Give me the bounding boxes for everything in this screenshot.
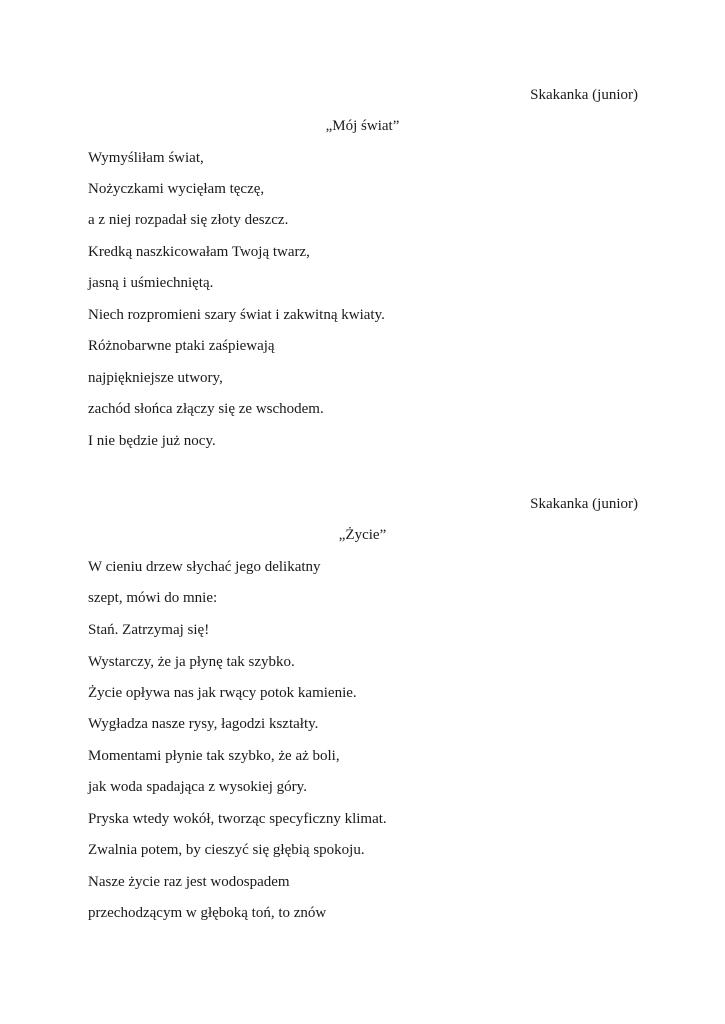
poem-1-line: a z niej rozpadał się złoty deszcz. xyxy=(88,212,289,228)
poem-2-line: Pryska wtedy wokół, tworząc specyficzny klimat. xyxy=(88,811,387,827)
poem-1-line: najpiękniejsze utwory, xyxy=(88,370,223,386)
poem-1-line: Kredką naszkicowałam Twoją twarz, xyxy=(88,244,310,260)
poem-1-line: Nożyczkami wycięłam tęczę, xyxy=(88,181,265,197)
poem-2-line: przechodzącym w głęboką toń, to znów xyxy=(88,905,327,921)
poem-2-line: Stań. Zatrzymaj się! xyxy=(88,622,210,638)
poem-2-line: Momentami płynie tak szybko, że aż boli, xyxy=(88,748,340,764)
poem-2-line: Wygładza nasze rysy, łagodzi kształty. xyxy=(88,716,319,732)
poem-1-line: I nie będzie już nocy. xyxy=(88,433,216,449)
poem-2-line: szept, mówi do mnie: xyxy=(88,590,218,606)
poem-1-title: „Mój świat” xyxy=(325,118,400,134)
poem-1-line: zachód słońca złączy się ze wschodem. xyxy=(88,401,324,417)
poem-2-line: W cieniu drzew słychać jego delikatny xyxy=(88,559,321,575)
poem-1-author: Skakanka (junior) xyxy=(530,87,638,103)
poem-1-line: Niech rozpromieni szary świat i zakwitną kwiaty. xyxy=(88,307,385,323)
poem-1-line: Różnobarwne ptaki zaśpiewają xyxy=(88,338,275,354)
poem-2-line: jak woda spadająca z wysokiej góry. xyxy=(88,779,307,795)
poem-2-line: Życie opływa nas jak rwący potok kamienie. xyxy=(88,685,357,701)
poem-2-author: Skakanka (junior) xyxy=(530,496,638,512)
poem-2-line: Wystarczy, że ja płynę tak szybko. xyxy=(88,654,295,670)
poem-2-line: Zwalnia potem, by cieszyć się głębią spokoju. xyxy=(88,842,365,858)
poem-2-title: „Życie” xyxy=(338,527,387,543)
poem-1-line: Wymyśliłam świat, xyxy=(88,150,204,166)
poem-1-line: jasną i uśmiechniętą. xyxy=(88,275,214,291)
poem-2-line: Nasze życie raz jest wodospadem xyxy=(88,874,290,890)
